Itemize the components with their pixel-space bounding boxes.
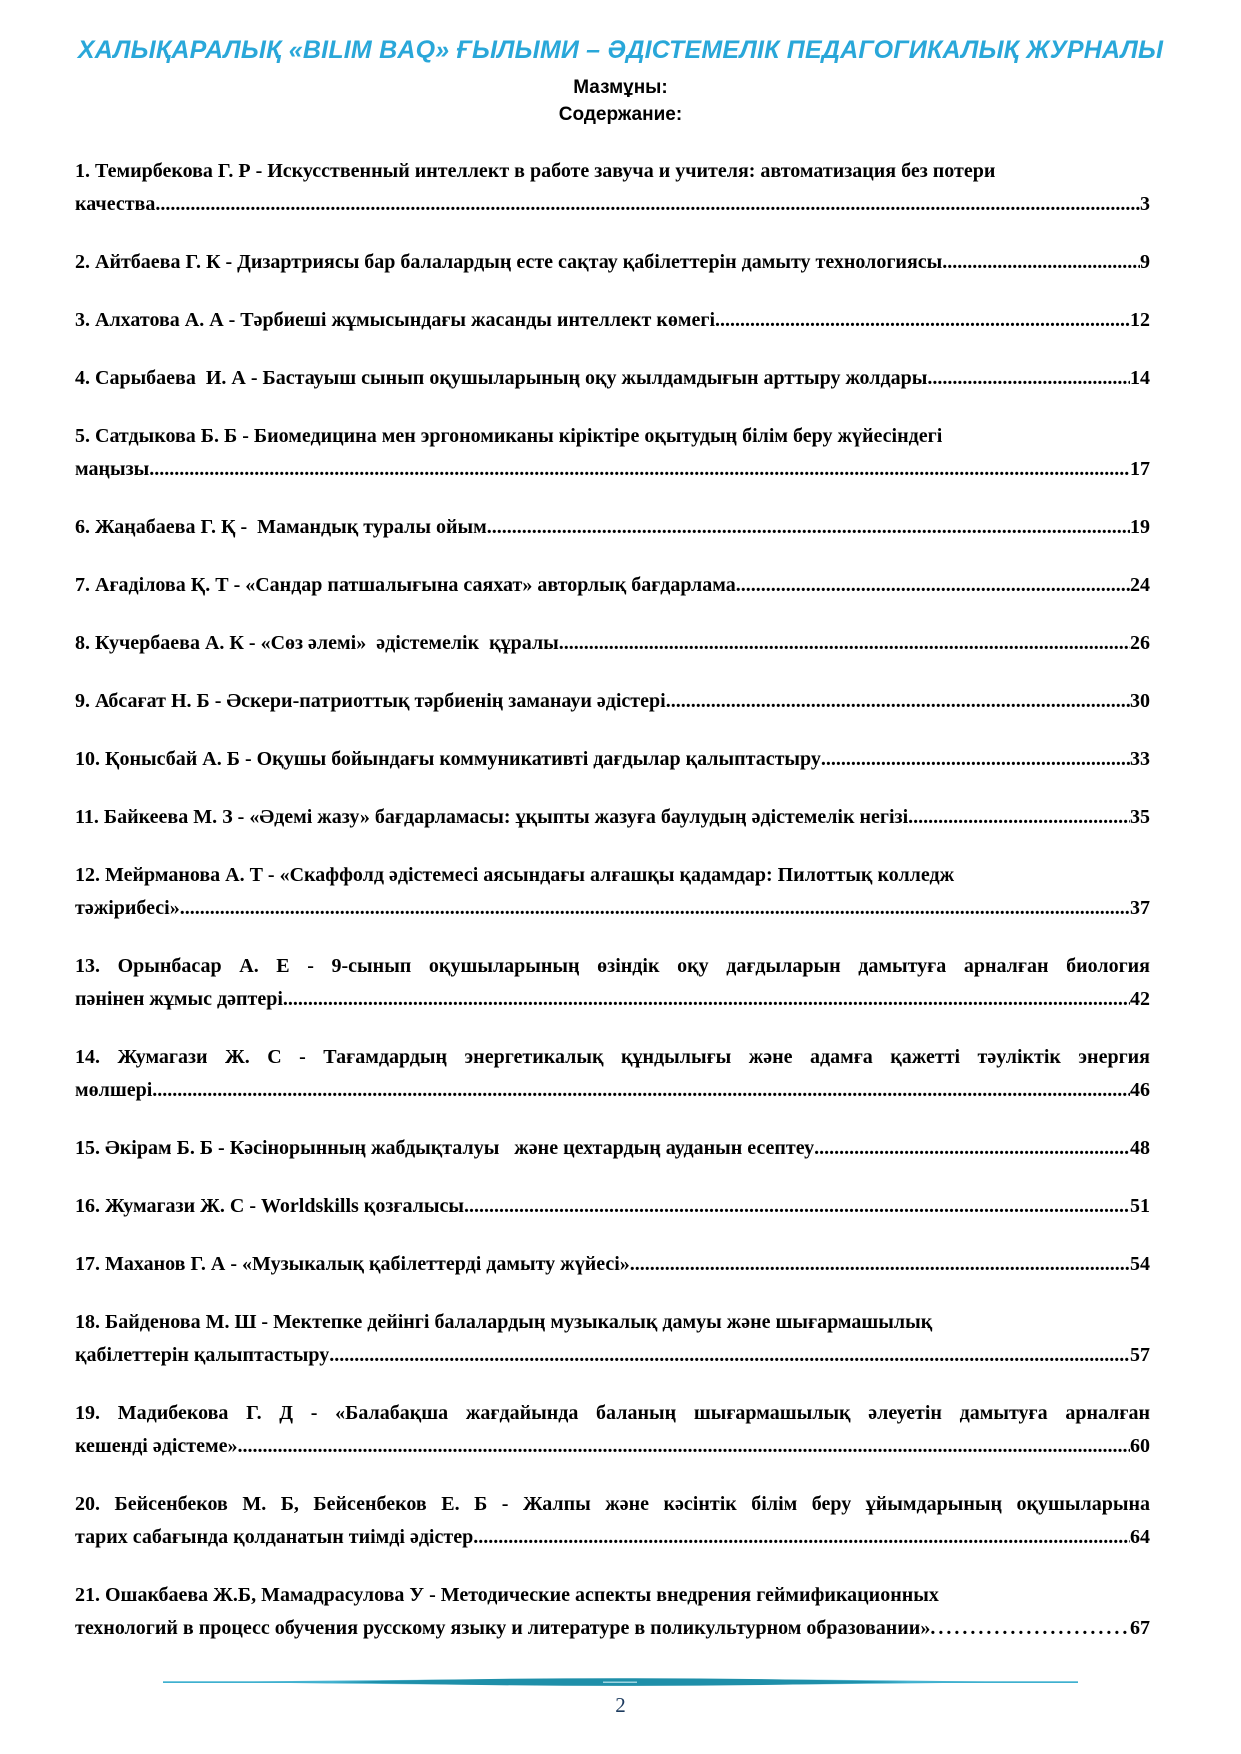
toc-entry <box>75 1579 1150 1645</box>
dot-leader <box>736 569 1130 602</box>
toc-entry-last-line <box>75 453 1150 486</box>
toc-entry-text: качества <box>75 193 156 215</box>
toc-entry-last-line <box>75 1248 1150 1281</box>
toc-entry-text: кешенді әдістеме» <box>75 1435 238 1457</box>
toc-entry-last-line <box>75 801 1150 834</box>
toc-entry-text: 6. Жаңабаева Г. Қ - Мамандық туралы ойым <box>75 516 487 538</box>
toc-entry-last-line <box>75 304 1150 337</box>
toc-entry-text: 11. Байкеева М. З - «Әдемі жазу» бағдарламасы: ұқыпты жазуға баулудың әдістемелік негізі <box>75 806 909 828</box>
toc-entry-text: 15. Әкірам Б. Б - Кәсінорынның жабдықталуы және цехтардың ауданын есептеу <box>75 1137 815 1159</box>
toc-entry-text: 3. Алхатова А. А - Тәрбиеші жұмысындағы жасанды интеллект көмегі <box>75 309 715 331</box>
toc-entry-last-line <box>75 188 1150 221</box>
toc-entry-last-line <box>75 246 1150 279</box>
toc-entry-text: мөлшері <box>75 1079 153 1101</box>
toc-page-number: 60 <box>1130 1435 1150 1457</box>
dot-leader <box>630 1248 1130 1281</box>
dot-leader <box>155 188 1140 221</box>
dot-leader <box>908 801 1130 834</box>
toc-entry-last-line <box>75 685 1150 718</box>
dot-leader <box>821 743 1130 776</box>
journal-title: ХАЛЫҚАРАЛЫҚ «BILIM BAQ» ҒЫЛЫМИ – ӘДІСТЕМЕЛІК ПЕДАГОГИКАЛЫҚ ЖУРНАЛЫ <box>77 36 1164 64</box>
toc-entry <box>75 155 1150 221</box>
toc-entry-text: пәнінен жұмыс дәптері <box>75 988 283 1010</box>
toc-page-number: 14 <box>1130 367 1150 389</box>
dot-leader <box>487 511 1130 544</box>
toc-page-number: 3 <box>1140 193 1150 215</box>
toc-entry-line: 14. Жумагази Ж. С - Тағамдардың энергетикалық құндылығы және адамға қажетті тәуліктік энергия <box>75 1046 1150 1068</box>
toc-entry-text: тарих сабағында қолданатын тиімді әдістер <box>75 1526 474 1548</box>
toc-page-number: 26 <box>1130 632 1150 654</box>
page-footer <box>0 1675 1241 1718</box>
toc-entry <box>75 1306 1150 1372</box>
toc-entry <box>75 950 1150 1016</box>
toc-entry <box>75 1397 1150 1463</box>
toc-page-number: 46 <box>1130 1079 1150 1101</box>
toc-page-number: 12 <box>1130 309 1150 331</box>
toc-entry <box>75 362 1150 395</box>
toc-entry <box>75 743 1150 776</box>
dot-leader <box>927 362 1130 395</box>
dot-leader <box>942 246 1140 279</box>
toc-page-number: 51 <box>1130 1195 1150 1217</box>
dot-leader <box>149 453 1130 486</box>
toc-page-number: 54 <box>1130 1253 1150 1275</box>
toc-entry <box>75 1248 1150 1281</box>
page-number: 2 <box>615 1693 626 1717</box>
toc-entry-text: 17. Маханов Г. А - «Музыкалық қабілеттерді дамыту жүйесі» <box>75 1253 630 1275</box>
toc-entry-text: 16. Жумагази Ж. С - Worldskills қозғалысы <box>75 1195 464 1217</box>
dot-leader <box>666 685 1130 718</box>
toc-page-number: 57 <box>1130 1344 1150 1366</box>
toc-entry-line: 1. Темирбекова Г. Р - Искусственный интеллект в работе завуча и учителя: автоматизация без потери <box>75 160 996 182</box>
toc-entry-last-line <box>75 983 1150 1016</box>
toc-page-number: 24 <box>1130 574 1150 596</box>
contents-heading-kazakh: Мазмұны: <box>573 77 668 98</box>
toc-entry-last-line <box>75 1132 1150 1165</box>
toc-entry <box>75 420 1150 486</box>
toc-page-number: 48 <box>1130 1137 1150 1159</box>
toc-page-number: 67 <box>1130 1617 1150 1639</box>
dot-leader <box>238 1430 1131 1463</box>
toc-entry-line: 19. Мадибекова Г. Д - «Балабақша жағдайында баланың шығармашылық әлеуетін дамытуға арналған <box>75 1402 1150 1424</box>
dot-leader <box>464 1190 1130 1223</box>
toc-entry-text: қабілеттерін қалыптастыру <box>75 1344 330 1366</box>
toc-entry-last-line <box>75 1074 1150 1107</box>
toc-page-number: 9 <box>1140 251 1150 273</box>
toc-page-number: 33 <box>1130 748 1150 770</box>
contents-heading-russian: Содержание: <box>558 104 683 125</box>
dot-leader <box>473 1521 1130 1554</box>
toc-entry-last-line <box>75 1521 1150 1554</box>
dot-leader <box>180 892 1130 925</box>
dot-leader <box>715 304 1130 337</box>
toc-page-number: 30 <box>1130 690 1150 712</box>
dot-leader <box>329 1339 1130 1372</box>
toc-entry-last-line <box>75 362 1150 395</box>
toc-entry-text: 4. Сарыбаева И. А - Бастауыш сынып оқушыларының оқу жылдамдығын арттыру жолдары <box>75 367 928 389</box>
toc-entry <box>75 685 1150 718</box>
dot-leader <box>152 1074 1130 1107</box>
toc-entry <box>75 801 1150 834</box>
toc-entry-last-line <box>75 892 1150 925</box>
toc-page-number: 35 <box>1130 806 1150 828</box>
toc-entry-text: 10. Қонысбай А. Б - Оқушы бойындағы коммуникативті дағдылар қалыптастыру <box>75 748 821 770</box>
toc-entry-last-line <box>75 1339 1150 1372</box>
dot-leader <box>930 1612 1130 1645</box>
toc-page-number: 19 <box>1130 516 1150 538</box>
toc-entry <box>75 569 1150 602</box>
toc-page-number: 37 <box>1130 897 1150 919</box>
toc-entry-last-line <box>75 627 1150 660</box>
toc-page-number: 42 <box>1130 988 1150 1010</box>
toc-entry-text: 9. Абсағат Н. Б - Әскери-патриоттық тәрбиенің заманауи әдістері <box>75 690 666 712</box>
toc-page-number: 64 <box>1130 1526 1150 1548</box>
toc-entry <box>75 1190 1150 1223</box>
toc-entry <box>75 1488 1150 1554</box>
toc-entry-line: 12. Мейрманова А. Т - «Скаффолд әдістемесі аясындағы алғашқы қадамдар: Пилоттық колледж <box>75 864 955 886</box>
toc-entry-last-line <box>75 511 1150 544</box>
toc-entry-text: 7. Ағаділова Қ. Т - «Сандар патшалығына саяхат» авторлық бағдарлама <box>75 574 736 596</box>
toc-entry-text: технологий в процесс обучения русскому языку и литературе в поликультурном образовании» <box>75 1617 931 1639</box>
toc-entry-line: 20. Бейсенбеков М. Б, Бейсенбеков Е. Б - Жалпы және кәсінтік білім беру ұйымдарының оқушыларына <box>75 1493 1150 1515</box>
dot-leader <box>559 627 1130 660</box>
toc-entry-last-line <box>75 1430 1150 1463</box>
toc-entry-line: 21. Ошакбаева Ж.Б, Мамадрасулова У - Методические аспекты внедрения геймификационных <box>75 1584 939 1606</box>
toc-entry <box>75 1132 1150 1165</box>
toc-entry <box>75 1041 1150 1107</box>
toc-entry-text: 2. Айтбаева Г. К - Дизартриясы бар балалардың есте сақтау қабілеттерін дамыту технологиясы <box>75 251 943 273</box>
toc-entry-text: 8. Кучербаева А. К - «Сөз әлемі» әдістемелік құралы <box>75 632 559 654</box>
toc-entry-line: 13. Орынбасар А. Е - 9-сынып оқушыларының өзіндік оқу дағдыларын дамытуға арналған биология <box>75 955 1150 977</box>
dot-leader <box>814 1132 1130 1165</box>
toc-entry-line: 18. Байденова М. Ш - Мектепке дейінгі балалардың музыкалық дамуы және шығармашылық <box>75 1311 933 1333</box>
toc-entry <box>75 511 1150 544</box>
toc-entry <box>75 627 1150 660</box>
toc-entry-text: тәжірибесі» <box>75 897 180 919</box>
toc-entry-last-line <box>75 1190 1150 1223</box>
toc-entry-last-line <box>75 569 1150 602</box>
dot-leader <box>283 983 1130 1016</box>
divider-swoosh-icon <box>163 1675 1078 1690</box>
toc-list <box>75 155 1150 1645</box>
toc-entry-last-line <box>75 743 1150 776</box>
toc-entry-text: маңызы <box>75 458 150 480</box>
toc-entry <box>75 859 1150 925</box>
toc-entry-last-line <box>75 1612 1150 1645</box>
toc-entry <box>75 246 1150 279</box>
toc-page-number: 17 <box>1130 458 1150 480</box>
toc-entry-line: 5. Сатдыкова Б. Б - Биомедицина мен эргономиканы кіріктіре оқытудың білім беру жүйесіндегі <box>75 425 943 447</box>
toc-entry <box>75 304 1150 337</box>
